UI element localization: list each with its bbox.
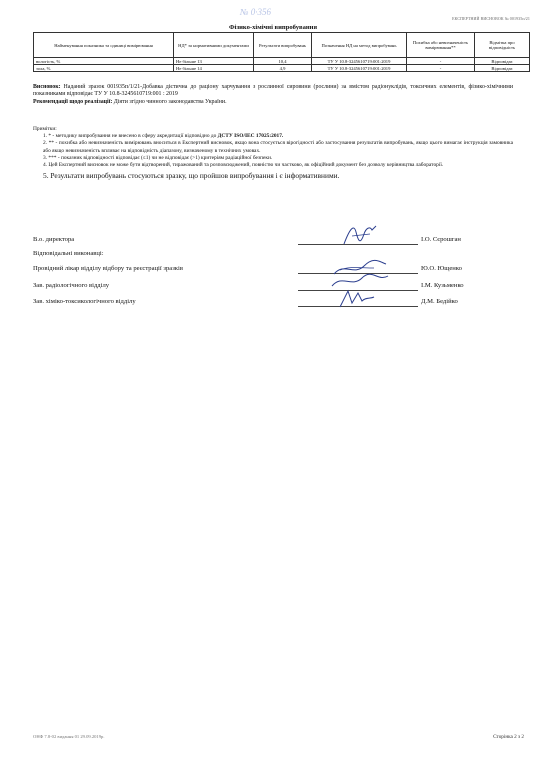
signature-row	[33, 298, 513, 308]
director-signature	[340, 222, 380, 248]
signature-role: Зав. хіміко-токсикологічного відділу	[33, 298, 136, 305]
table-cell: Відповідає	[475, 65, 530, 72]
page-number: Сторінка 2 з 2	[493, 734, 524, 740]
document-code: ЕКСПЕРТНИЙ ВИСНОВОК № 001935п/21	[452, 16, 530, 21]
note-1-text: 1. * - методику випробування не внесено в сферу акредитації відповідно до	[43, 133, 218, 140]
note-item: 3. *** - показник відповідності відповідає (≤1) чи не відповідає (>1) критеріям радіаційної безпеки.	[43, 154, 273, 161]
signature-name: І.М. Кузьменко	[421, 282, 464, 289]
conclusion-paragraph	[33, 84, 513, 106]
footer-form-code: ОНФ 7.8-02 видання 01 29.09.2019р.	[33, 734, 105, 739]
notes-heading: Примітки:	[33, 126, 57, 132]
header-cell: Результати випробувань	[254, 33, 312, 58]
note-item: 4. Цей Експертний висновок не може бути відтворений, тиражований та розповсюджений, повністю чи частково, як офіційний документ без дозволу керівництва лабораторії.	[43, 162, 444, 169]
signature-row	[33, 250, 513, 260]
note-1-standard: ДСТУ ISO/IEC 17025:2017.	[217, 133, 284, 140]
table-cell: 4,9	[254, 65, 312, 72]
notes-section	[33, 126, 513, 179]
recommendation-text: Діяти згідно чинного законодавства України.	[112, 98, 227, 105]
table-cell: Не більше 14	[174, 65, 254, 72]
signature-role: В.о. директора	[33, 236, 75, 243]
table-row	[34, 65, 530, 72]
table-cell: ТУ У 10.8-3245610719:001:2019	[312, 58, 407, 65]
signature-row	[33, 236, 513, 246]
note-item: 5. Результати випробувань стосуються зразку, що пройшов випробування і є інформативними.	[43, 171, 340, 181]
signature-row	[33, 265, 513, 275]
table-header-row	[34, 33, 530, 58]
signature-name: І.О. Сєрошган	[421, 236, 461, 243]
recommendation-label: Рекомендації щодо реалізації:	[33, 98, 113, 105]
header-cell: Похибка або невизначеність вимірювання**	[407, 33, 475, 58]
header-cell: Позначення НД на метод випробувань	[312, 33, 407, 58]
signature-role: Зав. радіологічного відділу	[33, 282, 110, 289]
table-row	[34, 58, 530, 65]
header-cell: Відмітка про відповідність	[475, 33, 530, 58]
stamp-mark: № 0·356	[240, 7, 271, 17]
signature-row	[33, 282, 513, 292]
table-cell: вологість, %	[34, 58, 174, 65]
conclusion-label: Висновок:	[33, 84, 61, 90]
signature-scribble	[336, 287, 376, 309]
signature-role: Відповідальні виконавці:	[33, 250, 104, 257]
results-table	[33, 32, 530, 72]
table-cell: Відповідає	[475, 58, 530, 65]
table-cell: -	[407, 65, 475, 72]
table-cell: Не більше 13	[174, 58, 254, 65]
table-cell: 10,4	[254, 58, 312, 65]
note-item: 2. ** - похибка або невизначеність вимірювань вноситься в Експертний висновок, якщо вона стосується вірогідності або застосування результатів випробувань, якщо цього вимагає інструкція замовника або якщо невизначеність впливає на відповідність діапазону, визначеному в технічних умовах.	[43, 140, 513, 154]
signature-name: Д.М. Бедійко	[421, 298, 458, 305]
table-cell: -	[407, 58, 475, 65]
header-cell: Найменування показника та одиниці вимірювання	[34, 33, 174, 58]
section-title: Фізико-хімічні випробування	[228, 24, 318, 31]
table-cell: зола, %	[34, 65, 174, 72]
conclusion-text: Наданий зразок 001935п/1/21-Добавка дієтична до раціону харчування з рослинної сировини (рослини) за вмістом радіонуклідів, токсичних елементів, фізико-хімічними показниками відповідає ТУ У 10.8-3245610719:001 : 2019	[33, 84, 513, 98]
header-cell: НД* за нормативними документами	[174, 33, 254, 58]
table-cell: ТУ У 10.8-3245610719:001:2019	[312, 65, 407, 72]
signature-role: Провідний лікар відділу відбору та реєстрації зразків	[33, 265, 183, 272]
signature-name: Ю.О. Ющенко	[421, 265, 462, 272]
